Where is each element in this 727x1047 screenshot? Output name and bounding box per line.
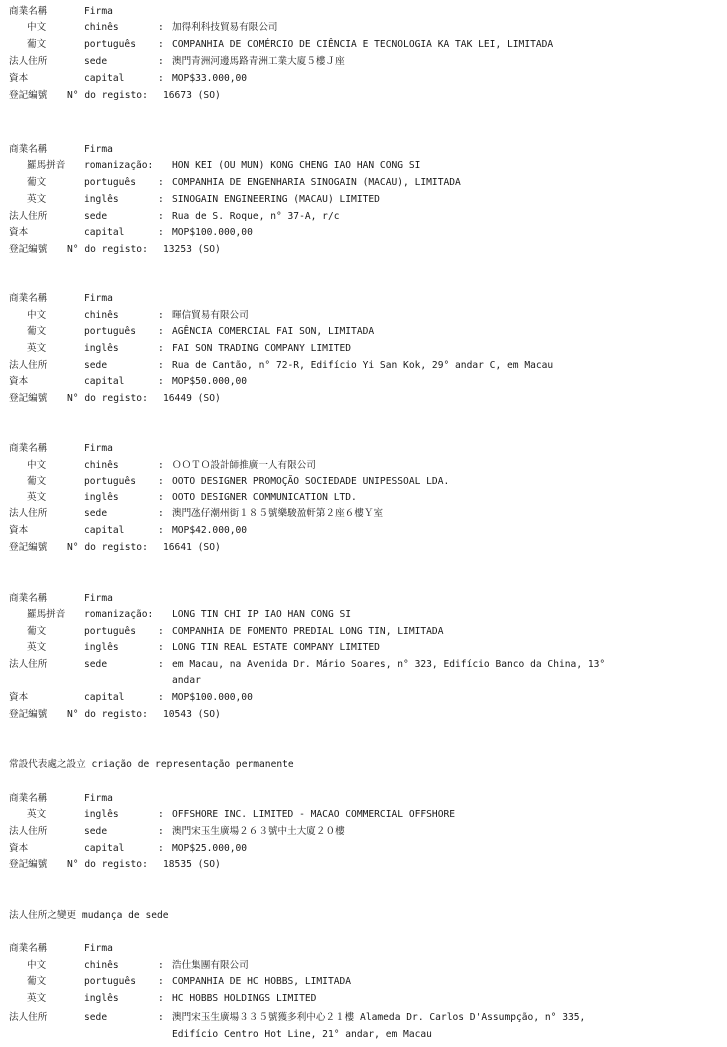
capital-zh-label: 資本 — [9, 525, 29, 536]
sede-zh-label: 法人住所 — [9, 826, 48, 837]
ingles-zh-label: 英文 — [27, 492, 47, 503]
portugues-zh-label: 葡文 — [27, 476, 47, 487]
registo-zh-label: 登記編號 — [9, 244, 48, 255]
separator: : — [158, 960, 164, 971]
sede-value: Rua de Cantão, n° 72-R, Edifício Yi San Kok, 29° andar C, em Macau — [172, 360, 554, 371]
separator: : — [158, 826, 164, 837]
separator: : — [158, 525, 164, 536]
capital-value: MOP$100.000,00 — [172, 227, 253, 238]
separator: : — [158, 993, 164, 1004]
portugues-value: COMPANHIA DE COMÉRCIO DE CIÊNCIA E TECNOLOGIA KA TAK LEI, LIMITADA — [172, 39, 554, 50]
registo-value: 13253 (SO) — [163, 244, 221, 255]
portugues-value: COMPANHIA DE FOMENTO PREDIAL LONG TIN, LIMITADA — [172, 626, 444, 637]
registo-label: N° do registo: — [67, 244, 148, 255]
sede-value: Rua de S. Roque, n° 37-A, r/c — [172, 211, 340, 222]
capital-zh-label: 資本 — [9, 376, 29, 387]
romanizacao-label: romanização: — [84, 609, 154, 620]
separator: : — [158, 659, 164, 670]
firma-zh-label: 商業名稱 — [9, 943, 48, 954]
registo-zh-label: 登記編號 — [9, 90, 48, 101]
registo-value: 16449 (SO) — [163, 393, 221, 404]
firma-label: Firma — [84, 593, 113, 604]
separator: : — [158, 626, 164, 637]
separator: : — [158, 343, 164, 354]
registo-zh-label: 登記編號 — [9, 542, 48, 553]
portugues-value: COMPANHIA DE HC HOBBS, LIMITADA — [172, 976, 352, 987]
firma-label: Firma — [84, 293, 113, 304]
registo-zh-label: 登記編號 — [9, 709, 48, 720]
registo-label: N° do registo: — [67, 542, 148, 553]
ingles-label: inglês — [84, 642, 119, 653]
separator: : — [158, 194, 164, 205]
separator: : — [158, 22, 164, 33]
romanizacao-zh-label: 羅馬拼音 — [27, 160, 66, 171]
chines-value: ＯＯＴＯ設計師推廣一人有限公司 — [172, 460, 316, 471]
separator: : — [158, 476, 164, 487]
portugues-value: AGÊNCIA COMERCIAL FAI SON, LIMITADA — [172, 326, 375, 337]
sede-value: em Macau, na Avenida Dr. Mário Soares, n° 323, Edifício Banco da China, 13° — [172, 659, 606, 670]
separator: : — [158, 177, 164, 188]
romanizacao-zh-label: 羅馬拼音 — [27, 609, 66, 620]
ingles-label: inglês — [84, 809, 119, 820]
chines-label: chinês — [84, 310, 119, 321]
portugues-label: português — [84, 976, 136, 987]
firma-zh-label: 商業名稱 — [9, 793, 48, 804]
sede-zh-label: 法人住所 — [9, 659, 48, 670]
capital-label: capital — [84, 376, 125, 387]
portugues-value: COMPANHIA DE ENGENHARIA SINOGAIN (MACAU), LIMITADA — [172, 177, 461, 188]
portugues-zh-label: 葡文 — [27, 177, 47, 188]
ingles-zh-label: 英文 — [27, 809, 47, 820]
ingles-value: OFFSHORE INC. LIMITED - MACAO COMMERCIAL OFFSHORE — [172, 809, 456, 820]
portugues-zh-label: 葡文 — [27, 326, 47, 337]
portugues-label: português — [84, 626, 136, 637]
separator: : — [158, 310, 164, 321]
ingles-label: inglês — [84, 993, 119, 1004]
sede-label: sede — [84, 826, 108, 837]
ingles-label: inglês — [84, 343, 119, 354]
registo-label: N° do registo: — [67, 90, 148, 101]
capital-value: MOP$25.000,00 — [172, 843, 248, 854]
separator: : — [158, 227, 164, 238]
portugues-zh-label: 葡文 — [27, 976, 47, 987]
separator: : — [158, 326, 164, 337]
chines-label: chinês — [84, 22, 119, 33]
firma-zh-label: 商業名稱 — [9, 443, 48, 454]
separator: : — [158, 360, 164, 371]
portugues-label: português — [84, 177, 136, 188]
capital-label: capital — [84, 692, 125, 703]
separator: : — [158, 492, 164, 503]
capital-label: capital — [84, 525, 125, 536]
separator: : — [158, 56, 164, 67]
capital-value: MOP$50.000,00 — [172, 376, 248, 387]
capital-label: capital — [84, 73, 125, 84]
ingles-label: inglês — [84, 194, 119, 205]
portugues-zh-label: 葡文 — [27, 39, 47, 50]
chines-zh-label: 中文 — [27, 460, 47, 471]
chines-zh-label: 中文 — [27, 22, 47, 33]
section-heading-representacao: 常設代表處之設立 criação de representação permanente — [9, 759, 294, 770]
sede-zh-label: 法人住所 — [9, 211, 48, 222]
firma-label: Firma — [84, 943, 113, 954]
separator: : — [158, 843, 164, 854]
separator: : — [158, 642, 164, 653]
portugues-zh-label: 葡文 — [27, 626, 47, 637]
chines-value: 浩仕集團有限公司 — [172, 960, 249, 971]
capital-value: MOP$100.000,00 — [172, 692, 253, 703]
sede-zh-label: 法人住所 — [9, 508, 48, 519]
registo-value: 18535 (SO) — [163, 859, 221, 870]
capital-zh-label: 資本 — [9, 227, 29, 238]
firma-zh-label: 商業名稱 — [9, 293, 48, 304]
ingles-label: inglês — [84, 492, 119, 503]
portugues-label: português — [84, 326, 136, 337]
ingles-value: FAI SON TRADING COMPANY LIMITED — [172, 343, 352, 354]
ingles-value: SINOGAIN ENGINEERING (MACAU) LIMITED — [172, 194, 380, 205]
sede-value: 澳門氹仔潮州街１８５號樂駿盈軒第２座６樓Ｙ室 — [172, 508, 384, 519]
romanizacao-label: romanização: — [84, 160, 154, 171]
sede-label: sede — [84, 360, 108, 371]
capital-zh-label: 資本 — [9, 843, 29, 854]
registo-label: N° do registo: — [67, 709, 148, 720]
ingles-zh-label: 英文 — [27, 642, 47, 653]
chines-label: chinês — [84, 460, 119, 471]
firma-zh-label: 商業名稱 — [9, 593, 48, 604]
separator: : — [158, 508, 164, 519]
ingles-value: LONG TIN REAL ESTATE COMPANY LIMITED — [172, 642, 380, 653]
separator: : — [158, 376, 164, 387]
sede-value: 澳門宋玉生廣場３３５號獲多利中心２１樓 Alameda Dr. Carlos D'Assumpção, n° 335, — [172, 1012, 586, 1023]
chines-label: chinês — [84, 960, 119, 971]
portugues-label: português — [84, 476, 136, 487]
sede-label: sede — [84, 56, 108, 67]
firma-label: Firma — [84, 793, 113, 804]
separator: : — [158, 809, 164, 820]
separator: : — [158, 692, 164, 703]
registo-value: 16641 (SO) — [163, 542, 221, 553]
sede-zh-label: 法人住所 — [9, 56, 48, 67]
sede-label: sede — [84, 211, 108, 222]
chines-zh-label: 中文 — [27, 960, 47, 971]
registo-value: 10543 (SO) — [163, 709, 221, 720]
sede-zh-label: 法人住所 — [9, 360, 48, 371]
sede-value-continued: Edifício Centro Hot Line, 21° andar, em Macau — [172, 1029, 432, 1040]
separator: : — [158, 460, 164, 471]
ingles-zh-label: 英文 — [27, 343, 47, 354]
capital-zh-label: 資本 — [9, 73, 29, 84]
firma-zh-label: 商業名稱 — [9, 144, 48, 155]
portugues-value: OOTO DESIGNER PROMOÇÃO SOCIEDADE UNIPESSOAL LDA. — [172, 476, 450, 487]
portugues-label: português — [84, 39, 136, 50]
separator: : — [158, 976, 164, 987]
sede-label: sede — [84, 659, 108, 670]
sede-value: 澳門宋玉生廣場２６３號中土大廈２０樓 — [172, 826, 345, 837]
chines-zh-label: 中文 — [27, 310, 47, 321]
capital-value: MOP$42.000,00 — [172, 525, 248, 536]
registo-label: N° do registo: — [67, 393, 148, 404]
chines-value: 加得利科技貿易有限公司 — [172, 22, 278, 33]
sede-value-continued: andar — [172, 675, 201, 686]
sede-zh-label: 法人住所 — [9, 1012, 48, 1023]
capital-zh-label: 資本 — [9, 692, 29, 703]
firma-zh-label: 商業名稱 — [9, 6, 48, 17]
section-heading-mudanca: 法人住所之變更 mudança de sede — [9, 910, 169, 921]
capital-label: capital — [84, 227, 125, 238]
sede-label: sede — [84, 508, 108, 519]
sede-label: sede — [84, 1012, 108, 1023]
ingles-value: HC HOBBS HOLDINGS LIMITED — [172, 993, 317, 1004]
registo-zh-label: 登記編號 — [9, 859, 48, 870]
sede-value: 澳門青洲河邊馬路青洲工業大廈５樓Ｊ座 — [172, 56, 345, 67]
romanizacao-value: HON KEI (OU MUN) KONG CHENG IAO HAN CONG SI — [172, 160, 421, 171]
firma-label: Firma — [84, 6, 113, 17]
separator: : — [158, 39, 164, 50]
separator: : — [158, 73, 164, 84]
ingles-zh-label: 英文 — [27, 194, 47, 205]
chines-value: 暉信貿易有限公司 — [172, 310, 249, 321]
ingles-zh-label: 英文 — [27, 993, 47, 1004]
registo-zh-label: 登記編號 — [9, 393, 48, 404]
registo-value: 16673 (SO) — [163, 90, 221, 101]
capital-label: capital — [84, 843, 125, 854]
registo-label: N° do registo: — [67, 859, 148, 870]
capital-value: MOP$33.000,00 — [172, 73, 248, 84]
firma-label: Firma — [84, 443, 113, 454]
separator: : — [158, 1012, 164, 1023]
ingles-value: OOTO DESIGNER COMMUNICATION LTD. — [172, 492, 357, 503]
separator: : — [158, 211, 164, 222]
romanizacao-value: LONG TIN CHI IP IAO HAN CONG SI — [172, 609, 352, 620]
firma-label: Firma — [84, 144, 113, 155]
